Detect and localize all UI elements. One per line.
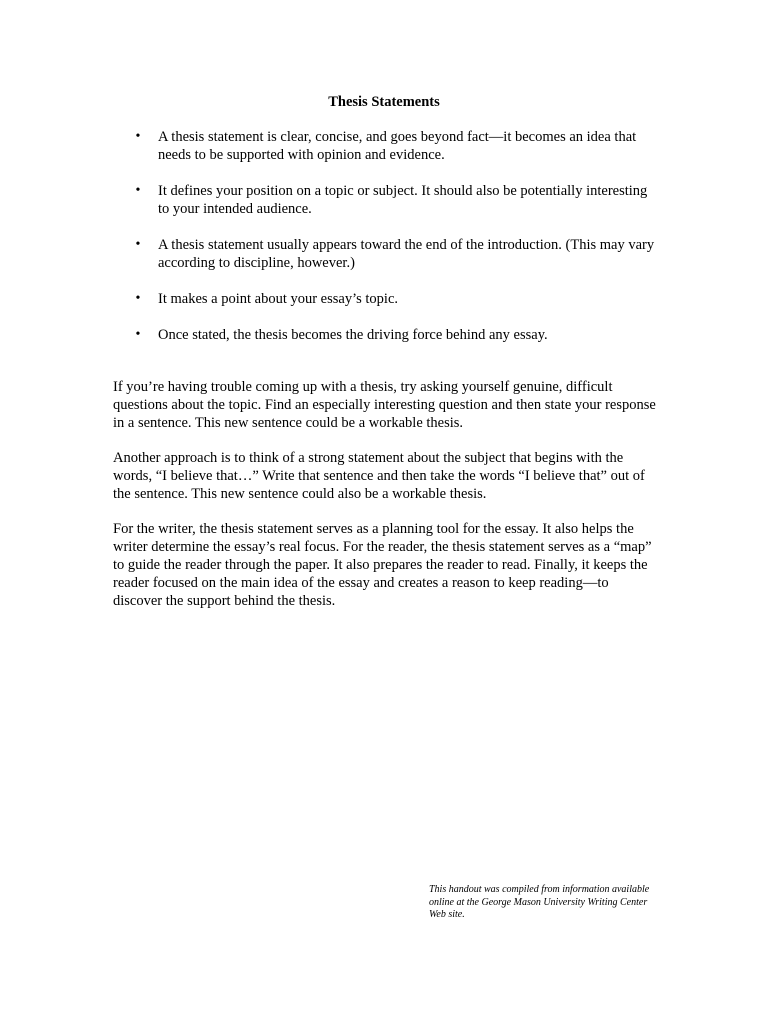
bullet-item bbox=[135, 326, 658, 344]
bullet-marker: • bbox=[135, 237, 141, 252]
bullet-text: Once stated, the thesis becomes the driving force behind any essay. bbox=[158, 327, 548, 343]
bullet-text: It makes a point about your essay’s topic. bbox=[158, 291, 399, 307]
paragraph-another-approach: Another approach is to think of a strong statement about the subject that begins with the words, “I believe that…” Write that sentence and then take the words “I believe that” out of the sentence. This new sentence could also be a workable thesis. bbox=[113, 450, 645, 502]
bullet-marker: • bbox=[135, 327, 141, 342]
bullet-list bbox=[135, 128, 658, 362]
source-footnote: This handout was compiled from information available online at the George Mason University Writing Center Web site. bbox=[429, 884, 650, 920]
bullet-item bbox=[135, 290, 658, 308]
bullet-text: A thesis statement is clear, concise, and goes beyond fact—it becomes an idea that needs to be supported with opinion and evidence. bbox=[158, 129, 637, 163]
paragraph-purpose: For the writer, the thesis statement serves as a planning tool for the essay. It also helps the writer determine the essay’s real focus. For the reader, the thesis statement serves as a “map” to guide the reader through the paper. It also prepares the reader to read. Finally, it keeps the reader focused on the main idea of the essay and creates a reason to keep reading—to discover the support behind the thesis. bbox=[113, 521, 652, 609]
bullet-marker: • bbox=[135, 291, 141, 306]
bullet-item bbox=[135, 182, 658, 218]
bullet-item bbox=[135, 128, 658, 164]
page-title: Thesis Statements bbox=[328, 94, 440, 110]
bullet-text: It defines your position on a topic or subject. It should also be potentially interesting to your intended audience. bbox=[158, 183, 648, 217]
paragraph-trouble-finding-thesis: If you’re having trouble coming up with a thesis, try asking yourself genuine, difficult questions about the topic. Find an especially interesting question and then state your response in a sentence. This new sentence could be a workable thesis. bbox=[113, 379, 656, 431]
bullet-text: A thesis statement usually appears toward the end of the introduction. (This may vary according to discipline, however.) bbox=[158, 237, 655, 271]
bullet-marker: • bbox=[135, 129, 141, 144]
bullet-item bbox=[135, 236, 658, 272]
body-text bbox=[113, 378, 658, 627]
bullet-marker: • bbox=[135, 183, 141, 198]
